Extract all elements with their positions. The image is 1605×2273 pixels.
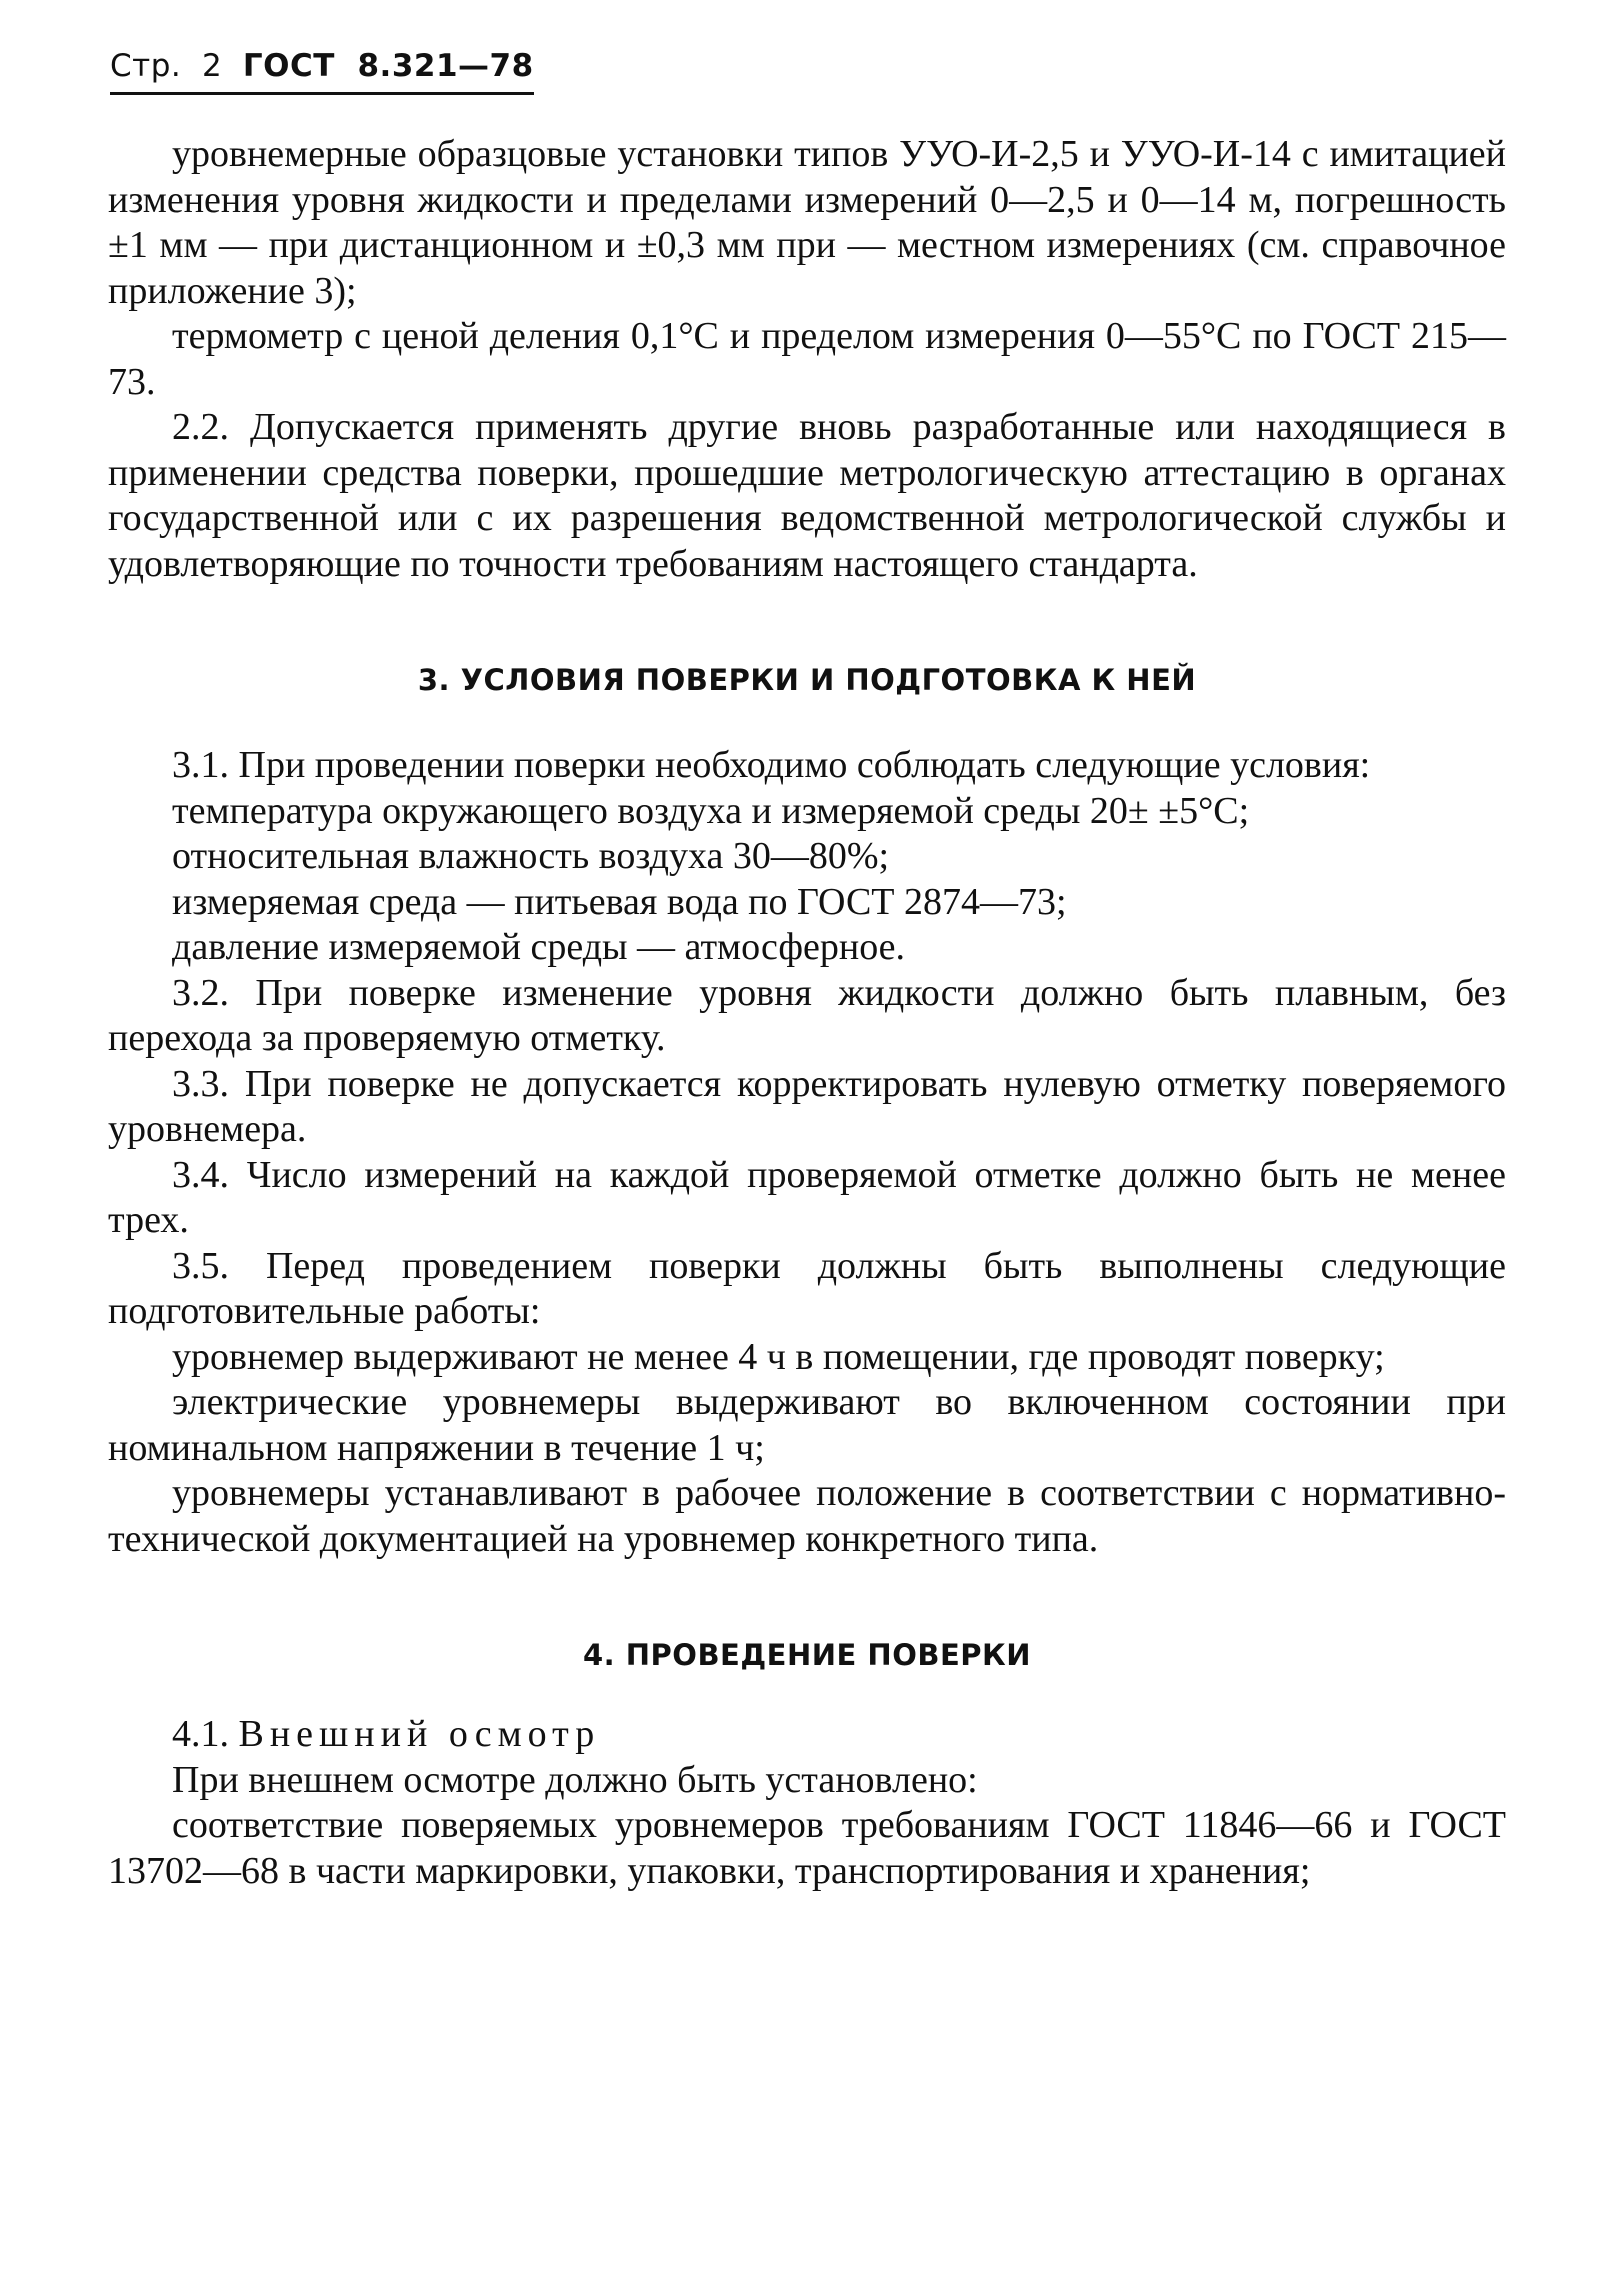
paragraph-3-4: 3.4. Число измерений на каждой проверяемой отметке должно быть не менее трех.	[108, 1153, 1506, 1241]
paragraph-3-5: 3.5. Перед проведением поверки должны быть выполнены следующие подготовительные работы:	[108, 1244, 1506, 1332]
paragraph-conditioning: уровнемер выдерживают не менее 4 ч в помещении, где проводят поверку;	[172, 1335, 1385, 1378]
paragraph-inspection-intro: При внешнем осмотре должно быть установлено:	[172, 1758, 978, 1801]
paragraph-2-2: 2.2. Допускается применять другие вновь разработанные или находящиеся в применении средства поверки, прошедшие метрологическую аттестацию в органах государственной или с их разрешения ведомственной метрологической службы и удовлетворяющие по точности требованиям настоящего стандарта.	[108, 406, 1506, 585]
subsection-4-1-heading	[108, 1712, 1506, 1758]
paragraph-installation: уровнемеры устанавливают в рабочее положение в соответствии с нормативно-технической документацией на уровнемер конкретного типа.	[108, 1472, 1506, 1560]
paragraph-medium: измеряемая среда — питьевая вода по ГОСТ 2874—73;	[172, 880, 1067, 923]
standard-number: ГОСТ 8.321—78	[242, 48, 534, 84]
subsection-title: Внешний осмотр	[238, 1713, 601, 1755]
paragraph-temperature: температура окружающего воздуха и измеряемой среды 20± ±5°С;	[172, 789, 1250, 832]
section-4-heading: 4. ПРОВЕДЕНИЕ ПОВЕРКИ	[582, 1638, 1032, 1672]
paragraph-humidity: относительная влажность воздуха 30—80%;	[172, 835, 890, 877]
page-number: Стр. 2	[110, 48, 223, 84]
page-header	[110, 48, 534, 95]
paragraph-warmup: электрические уровнемеры выдерживают во включенном состоянии при номинальном напряжении в течение 1 ч;	[108, 1381, 1506, 1469]
page-body	[108, 132, 1506, 1894]
paragraph-3-2: 3.2. При поверке изменение уровня жидкости должно быть плавным, без перехода за проверяемую отметку.	[108, 971, 1506, 1059]
paragraph-3-1: 3.1. При проведении поверки необходимо соблюдать следующие условия:	[172, 744, 1371, 786]
paragraph-pressure: давление измеряемой среды — атмосферное.	[172, 926, 906, 968]
section-3-heading: 3. УСЛОВИЯ ПОВЕРКИ И ПОДГОТОВКА К НЕЙ	[417, 663, 1197, 697]
subsection-number: 4.1.	[172, 1713, 229, 1755]
paragraph-3-3: 3.3. При поверке не допускается корректировать нулевую отметку поверяемого уровнемера.	[108, 1062, 1506, 1150]
paragraph-thermometer: термометр с ценой деления 0,1°С и пределом измерения 0—55°С по ГОСТ 215—73.	[108, 315, 1506, 403]
paragraph-level-gauge-setups: уровнемерные образцовые установки типов УУО-И-2,5 и УУО-И-14 с имитацией изменения уровня жидкости и пределами измерений 0—2,5 и 0—14 м, погрешность ±1 мм — при дистанционном и ±0,3 мм при — местном измерениях (см. справочное приложение 3);	[108, 133, 1506, 312]
paragraph-conformity: соответствие поверяемых уровнемеров требованиям ГОСТ 11846—66 и ГОСТ 13702—68 в части маркировки, упаковки, транспортирования и хранения;	[108, 1804, 1506, 1892]
